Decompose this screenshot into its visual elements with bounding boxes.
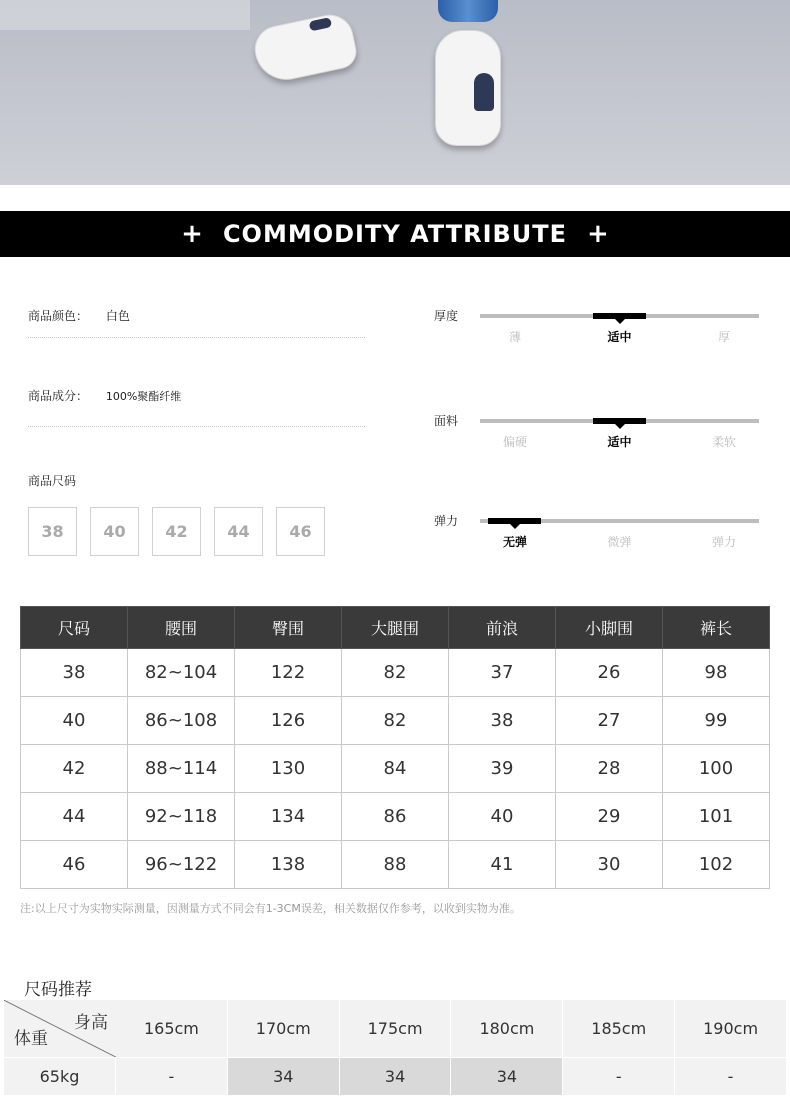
recommend-title: 尺码推荐: [24, 980, 92, 1000]
product-photo: [0, 0, 790, 185]
attr-size-label: 商品尺码: [28, 474, 77, 488]
table-cell: 39: [449, 745, 556, 793]
table-cell: 40: [21, 697, 128, 745]
table-cell: 102: [663, 841, 770, 889]
recommend-corner-cell: [4, 1000, 116, 1058]
col-header: 裤长: [663, 607, 770, 649]
table-cell: 38: [21, 649, 128, 697]
attr-color-label: 商品颜色：: [28, 309, 89, 323]
slider-thickness-options: [480, 328, 759, 345]
measurement-note: 注:以上尺寸为实物实际测量，因测量方式不同会有1-3CM误差，相关数据仅作参考，以收到实物为准。: [20, 902, 521, 915]
table-cell: 26: [556, 649, 663, 697]
slider-thickness-track: [480, 314, 759, 318]
table-cell: 100: [663, 745, 770, 793]
table-cell: 88: [342, 841, 449, 889]
attr-color: [28, 307, 365, 324]
height-axis-label: 身高: [74, 1013, 108, 1033]
attr-material-value: 100%聚酯纤维: [105, 390, 182, 403]
table-cell: 138: [235, 841, 342, 889]
slider-option: 偏硬: [502, 435, 527, 449]
slider-option: 厚: [717, 330, 730, 344]
slider-option: 柔软: [711, 435, 736, 449]
slider-marker: [593, 313, 646, 319]
plus-icon: +: [587, 219, 609, 249]
height-header: 180cm: [451, 1000, 563, 1058]
photo-background-stripe: [0, 0, 250, 30]
table-cell: 101: [663, 793, 770, 841]
table-cell: 86~108: [128, 697, 235, 745]
slider-option-selected: 适中: [607, 435, 632, 449]
table-cell: 37: [449, 649, 556, 697]
table-cell: 38: [449, 697, 556, 745]
table-cell: 84: [342, 745, 449, 793]
right-sneaker: [435, 30, 501, 146]
table-cell: 130: [235, 745, 342, 793]
size-option-44[interactable]: 44: [214, 507, 263, 556]
size-chart-table: [20, 606, 770, 889]
slider-fabric-options: [480, 433, 759, 450]
weight-cell: 65kg: [4, 1058, 116, 1096]
table-cell: 82: [342, 697, 449, 745]
col-header: 大腿围: [342, 607, 449, 649]
slider-marker: [593, 418, 646, 424]
size-option-42[interactable]: 42: [152, 507, 201, 556]
recommend-row: [4, 1058, 787, 1096]
col-header: 前浪: [449, 607, 556, 649]
attr-color-value: 白色: [105, 309, 130, 323]
slider-elasticity-label: 弹力: [434, 514, 459, 528]
slider-elasticity-options: [480, 533, 759, 550]
table-cell: 28: [556, 745, 663, 793]
table-cell: 92~118: [128, 793, 235, 841]
recommend-cell: -: [675, 1058, 787, 1096]
table-cell: 122: [235, 649, 342, 697]
slider-fabric-track: [480, 419, 759, 423]
slider-marker: [488, 518, 541, 524]
left-sneaker: [250, 10, 359, 86]
col-header: 臀围: [235, 607, 342, 649]
divider: [28, 337, 365, 338]
recommend-cell-highlight: 34: [451, 1058, 563, 1096]
table-cell: 134: [235, 793, 342, 841]
plus-icon: +: [181, 219, 203, 249]
size-option-40[interactable]: 40: [90, 507, 139, 556]
size-option-38[interactable]: 38: [28, 507, 77, 556]
slider-option: 微弹: [607, 535, 632, 549]
table-cell: 126: [235, 697, 342, 745]
recommend-cell-highlight: 34: [227, 1058, 339, 1096]
table-cell: 86: [342, 793, 449, 841]
recommend-cell-highlight: 34: [339, 1058, 451, 1096]
height-header: 175cm: [339, 1000, 451, 1058]
diagonal-header: [4, 1000, 116, 1057]
table-cell: 88~114: [128, 745, 235, 793]
recommend-header-row: [4, 1000, 787, 1058]
table-cell: 46: [21, 841, 128, 889]
attr-material-label: 商品成分：: [28, 389, 89, 403]
height-header: 165cm: [116, 1000, 228, 1058]
size-recommend-table: [3, 999, 787, 1096]
size-option-46[interactable]: 46: [276, 507, 325, 556]
swoosh-logo: [309, 17, 333, 31]
banner-title: COMMODITY ATTRIBUTE: [222, 220, 568, 248]
size-options: [28, 507, 325, 556]
table-row: [21, 841, 770, 889]
jeans-hem: [438, 0, 498, 22]
slider-option-selected: 无弹: [502, 535, 527, 549]
table-cell: 41: [449, 841, 556, 889]
col-header: 尺码: [21, 607, 128, 649]
table-row: [21, 745, 770, 793]
table-cell: 82~104: [128, 649, 235, 697]
table-cell: 98: [663, 649, 770, 697]
slider-elasticity-track: [480, 519, 759, 523]
height-header: 190cm: [675, 1000, 787, 1058]
commodity-attribute-banner: [0, 211, 790, 257]
swoosh-logo: [474, 73, 494, 111]
table-cell: 29: [556, 793, 663, 841]
table-row: [21, 793, 770, 841]
slider-option: 弹力: [711, 535, 736, 549]
table-cell: 30: [556, 841, 663, 889]
table-cell: 40: [449, 793, 556, 841]
table-header-row: [21, 607, 770, 649]
recommend-cell: -: [116, 1058, 228, 1096]
height-header: 185cm: [563, 1000, 675, 1058]
slider-fabric-label: 面料: [434, 414, 459, 428]
slider-thickness-label: 厚度: [434, 309, 459, 323]
table-cell: 27: [556, 697, 663, 745]
height-header: 170cm: [227, 1000, 339, 1058]
divider: [28, 426, 365, 427]
table-cell: 42: [21, 745, 128, 793]
slider-option: 薄: [508, 330, 521, 344]
recommend-cell: -: [563, 1058, 675, 1096]
table-row: [21, 697, 770, 745]
slider-option-selected: 适中: [607, 330, 632, 344]
attr-material: [28, 387, 365, 404]
col-header: 腰围: [128, 607, 235, 649]
table-row: [21, 649, 770, 697]
table-cell: 96~122: [128, 841, 235, 889]
table-cell: 99: [663, 697, 770, 745]
col-header: 小脚围: [556, 607, 663, 649]
table-cell: 82: [342, 649, 449, 697]
weight-axis-label: 体重: [14, 1029, 48, 1049]
table-cell: 44: [21, 793, 128, 841]
